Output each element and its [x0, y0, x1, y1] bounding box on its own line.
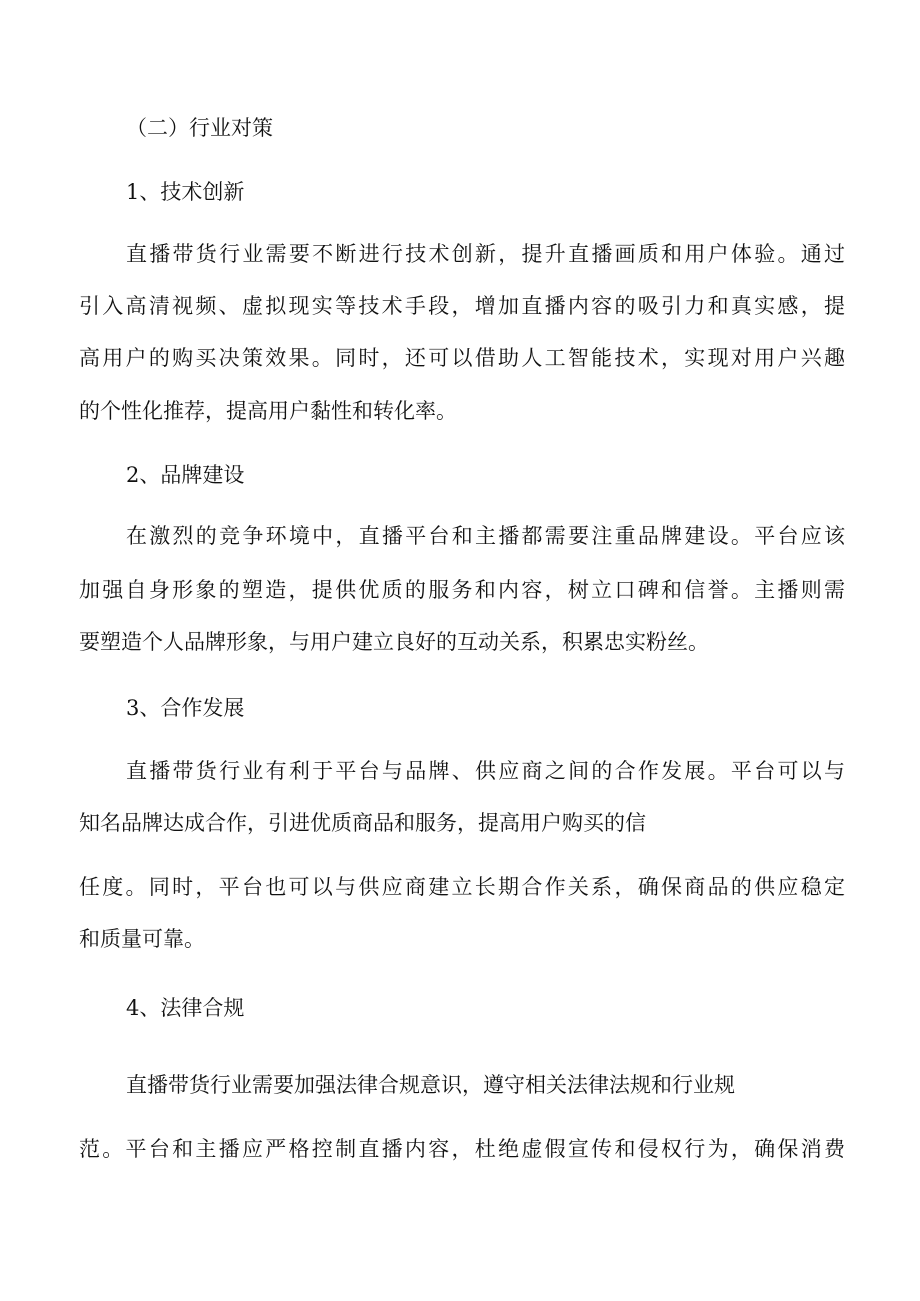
paragraph-line: 加强自身形象的塑造，提供优质的服务和内容，树立口碑和信誉。主播则需 [79, 578, 845, 602]
paragraph-line: 要塑造个人品牌形象，与用户建立良好的互动关系，积累忠实粉丝。 [79, 630, 709, 654]
paragraph-line: 引入高清视频、虚拟现实等技术手段，增加直播内容的吸引力和真实感，提 [79, 294, 845, 318]
paragraph-line: 知名品牌达成合作，引进优质商品和服务，提高用户购买的信 [79, 811, 646, 835]
section-heading: （二）行业对策 [126, 116, 273, 140]
item-heading-legal-compliance: 4、法律合规 [126, 996, 245, 1020]
paragraph-line: 直播带货行业有利于平台与品牌、供应商之间的合作发展。平台可以与 [126, 759, 845, 783]
item-heading-brand-building: 2、品牌建设 [126, 463, 245, 487]
item-heading-cooperation: 3、合作发展 [126, 696, 245, 720]
paragraph-line: 和质量可靠。 [79, 927, 205, 951]
item-heading-tech-innovation: 1、技术创新 [126, 180, 245, 204]
paragraph-line: 在激烈的竞争环境中，直播平台和主播都需要注重品牌建设。平台应该 [126, 524, 845, 548]
paragraph-line: 直播带货行业需要加强法律合规意识，遵守相关法律法规和行业规 [126, 1073, 735, 1097]
paragraph-line: 范。平台和主播应严格控制直播内容，杜绝虚假宣传和侵权行为，确保消费 [79, 1137, 845, 1161]
paragraph-line: 的个性化推荐，提高用户黏性和转化率。 [79, 399, 457, 423]
paragraph-line: 任度。同时，平台也可以与供应商建立长期合作关系，确保商品的供应稳定 [79, 875, 845, 899]
paragraph-line: 直播带货行业需要不断进行技术创新，提升直播画质和用户体验。通过 [126, 242, 845, 266]
paragraph-line: 高用户的购买决策效果。同时，还可以借助人工智能技术，实现对用户兴趣 [79, 346, 845, 370]
